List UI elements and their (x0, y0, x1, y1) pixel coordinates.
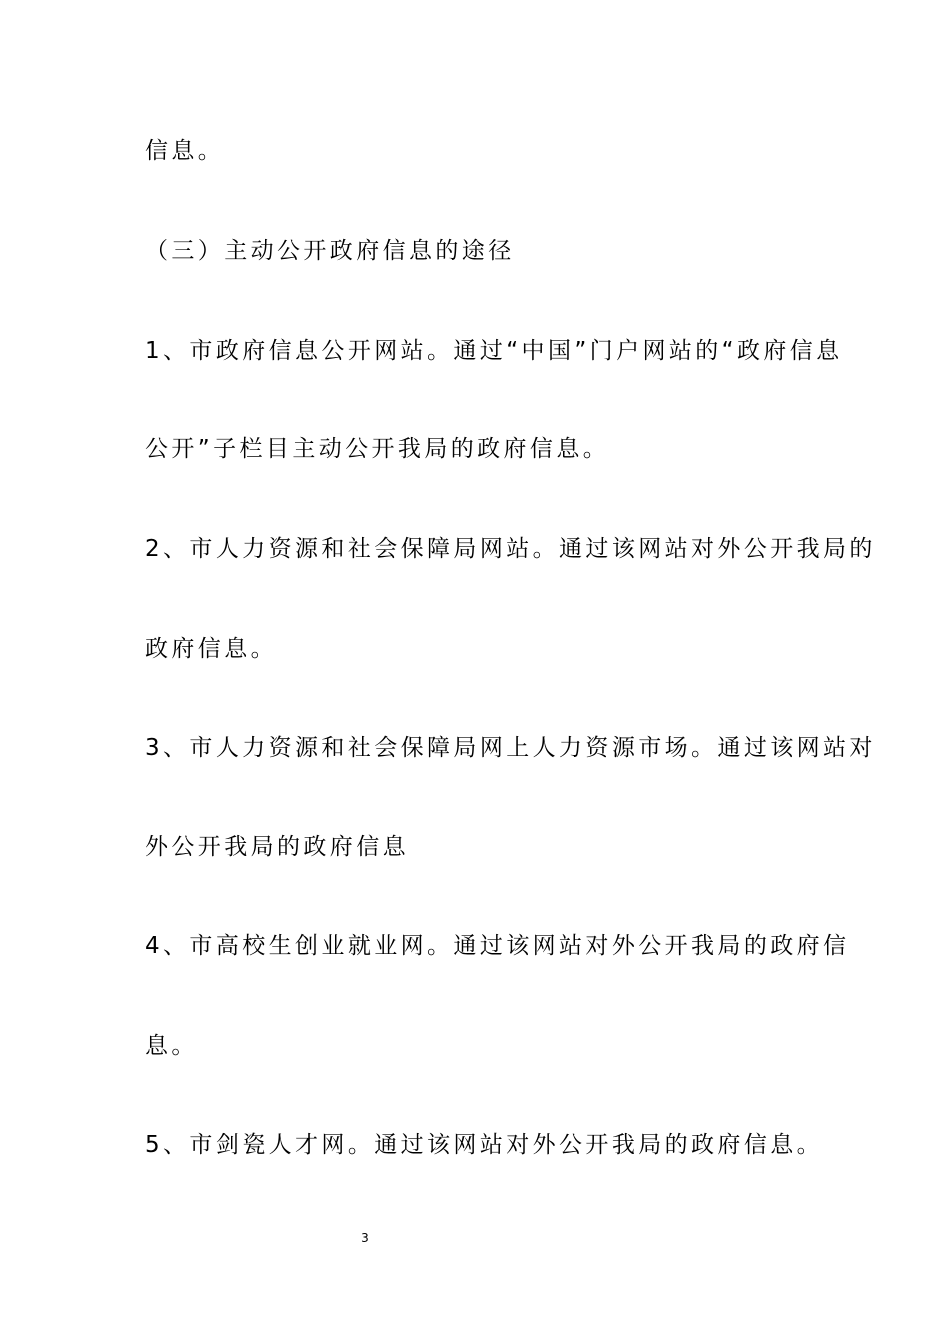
text-line-3: 1、市政府信息公开网站。通过“中国”门户网站的“政府信息 (145, 338, 843, 364)
text-line-6: 政府信息。 (145, 636, 277, 662)
text-line-8: 外公开我局的政府信息 (145, 834, 409, 860)
text-line-7: 3、市人力资源和社会保障局网上人力资源市场。通过该网站对 (145, 735, 876, 761)
page-number: 3 (361, 1231, 369, 1245)
text-line-10: 息。 (145, 1033, 198, 1059)
section-heading: （三）主动公开政府信息的途径 (145, 238, 515, 264)
text-line-11: 5、市剑瓷人才网。通过该网站对外公开我局的政府信息。 (145, 1132, 824, 1158)
text-line-4: 公开”子栏目主动公开我局的政府信息。 (145, 436, 610, 462)
text-line-9: 4、市高校生创业就业网。通过该网站对外公开我局的政府信 (145, 933, 850, 959)
text-line-5: 2、市人力资源和社会保障局网站。通过该网站对外公开我局的 (145, 536, 876, 562)
text-line-1: 信息。 (145, 138, 225, 164)
